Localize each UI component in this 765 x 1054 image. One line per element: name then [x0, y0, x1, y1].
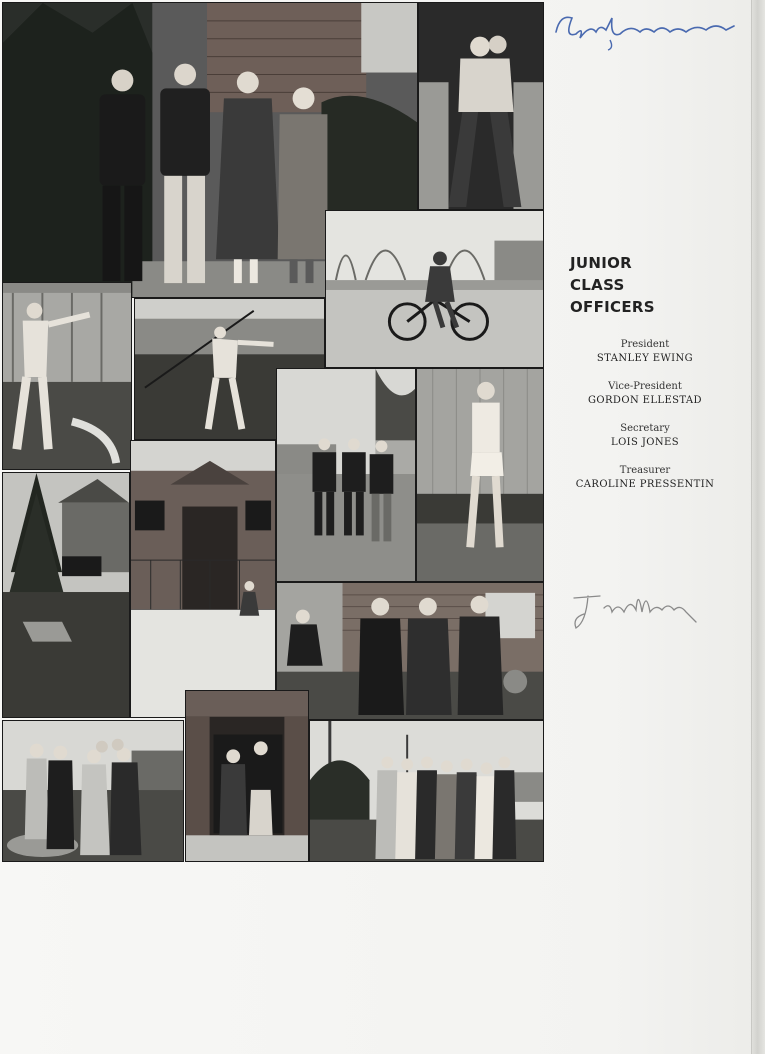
officer-name: LOIS JONES	[611, 437, 679, 448]
photo-couple-in-doorway	[185, 690, 309, 862]
officer-secretary	[570, 422, 720, 450]
officer-title: President	[620, 339, 670, 350]
officer-name: STANLEY EWING	[596, 353, 694, 364]
heading-line-3: OFFICERS	[570, 298, 655, 316]
officer-vice-president	[570, 380, 720, 408]
signature-top	[550, 4, 740, 52]
heading-line-2: CLASS	[570, 276, 625, 294]
photo-boy-throwing-pose	[2, 282, 132, 470]
officer-treasurer	[570, 464, 720, 492]
photo-girls-group	[276, 582, 544, 720]
photo-tree-and-houses	[2, 472, 130, 718]
heading-line-1: JUNIOR	[570, 254, 632, 272]
officer-title: Treasurer	[619, 465, 671, 476]
page-binding-edge	[751, 0, 765, 1054]
officers-list	[570, 338, 742, 492]
photo-school-building	[130, 440, 276, 718]
officer-title: Vice-President	[608, 381, 682, 392]
photo-large-group	[309, 720, 544, 862]
photo-boy-on-bicycle	[325, 210, 544, 368]
signature-middle	[570, 578, 710, 638]
officer-name: GORDON ELLESTAD	[588, 395, 702, 406]
officer-name: CAROLINE PRESSENTIN	[575, 479, 715, 490]
junior-class-officers	[570, 252, 742, 492]
officer-president	[570, 338, 720, 366]
photo-three-boys-walking	[276, 368, 416, 582]
officer-title: Secretary	[620, 423, 670, 434]
photo-two-boys-horseplay	[418, 2, 544, 210]
photo-group-at-wellhead	[2, 720, 184, 862]
photo-runner-track-uniform	[416, 368, 544, 582]
